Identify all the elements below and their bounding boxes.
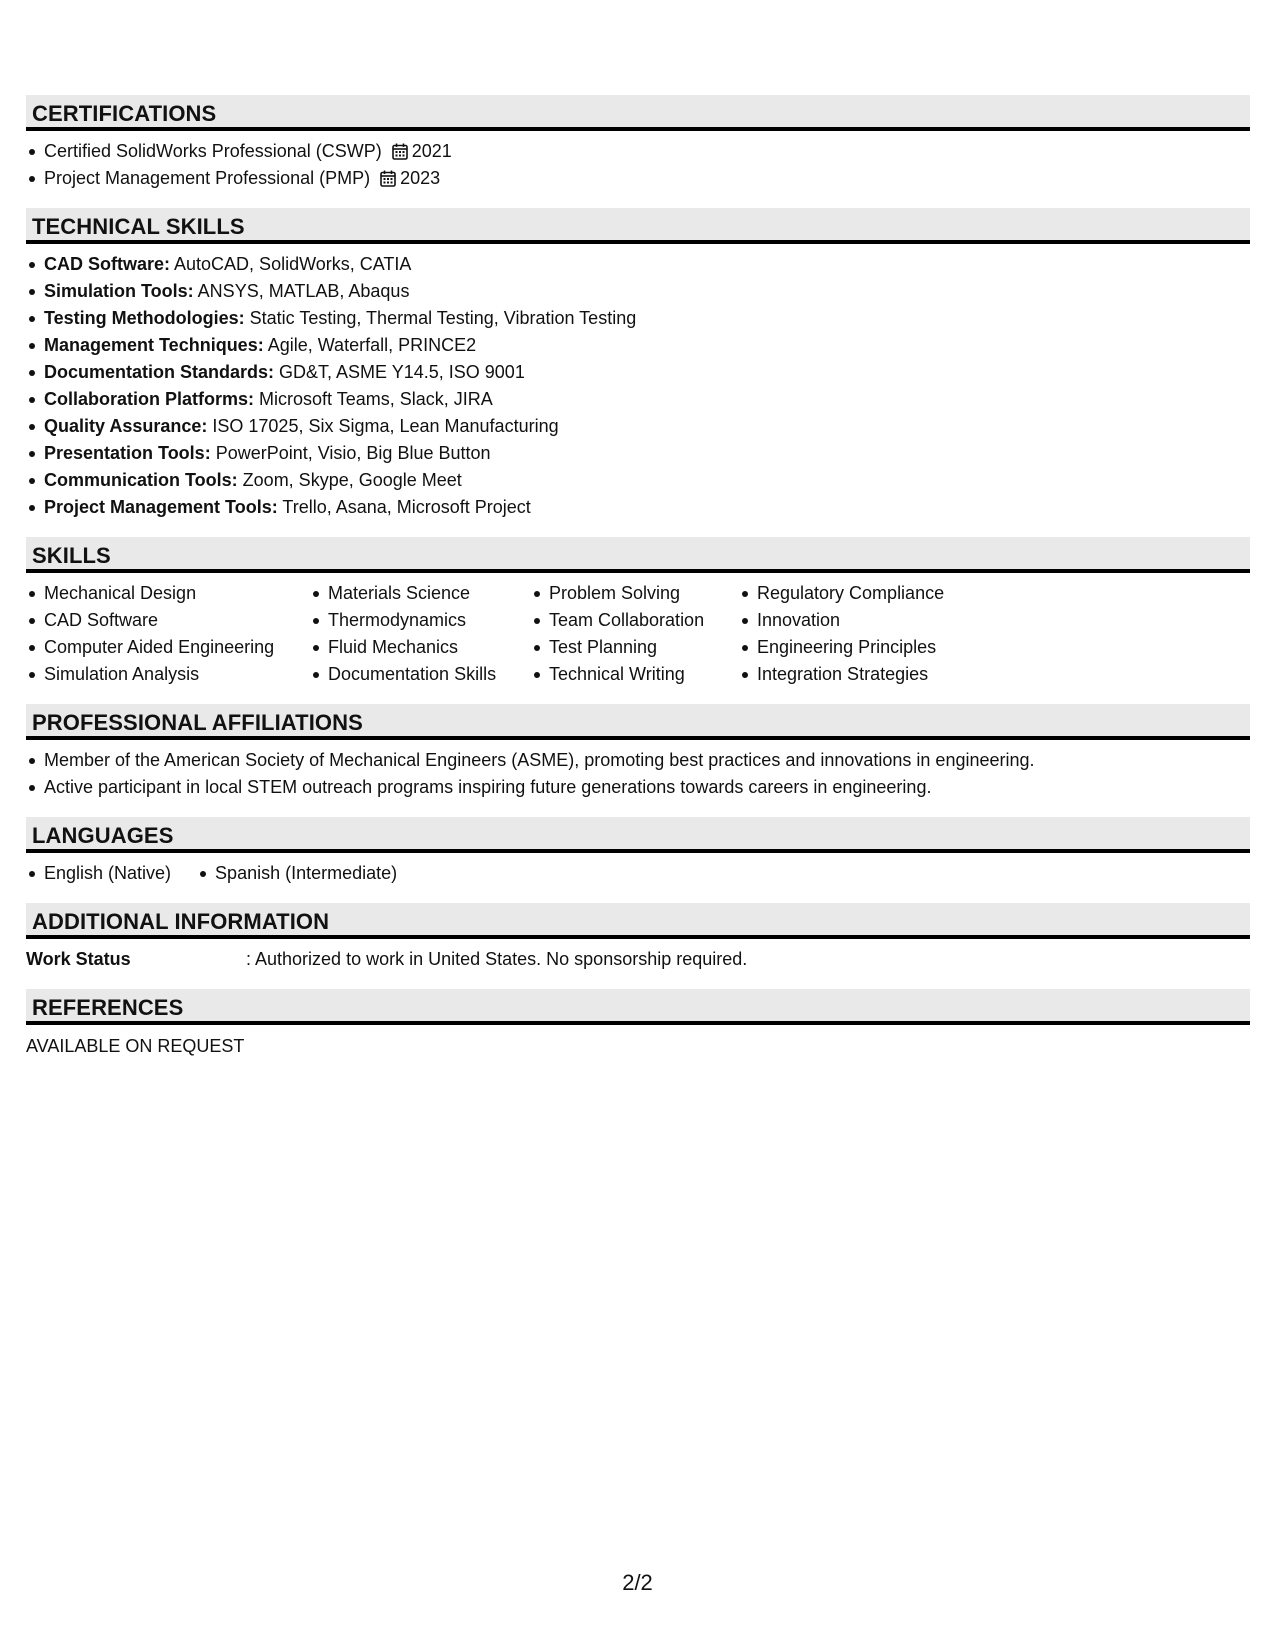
section-title: SKILLS xyxy=(32,543,111,568)
skill-values: GD&T, ASME Y14.5, ISO 9001 xyxy=(274,362,525,382)
skill-category: Simulation Tools: xyxy=(44,281,194,301)
skill-item: Team Collaboration xyxy=(531,607,739,634)
work-status-label: Work Status xyxy=(26,949,131,969)
technical-skill-item xyxy=(26,386,1250,413)
skill-category: Presentation Tools: xyxy=(44,443,211,463)
section-header xyxy=(26,208,1250,244)
certification-item xyxy=(26,165,1250,192)
language-item: English (Native) xyxy=(26,860,171,887)
skill-category: Documentation Standards: xyxy=(44,362,275,382)
skill-item: Thermodynamics xyxy=(310,607,531,634)
skill-values: ANSYS, MATLAB, Abaqus xyxy=(193,281,410,301)
skill-category: Communication Tools: xyxy=(44,470,238,490)
section-header xyxy=(26,537,1250,573)
section-title: REFERENCES xyxy=(32,995,184,1020)
resume-page xyxy=(26,95,1250,1060)
skill-values: AutoCAD, SolidWorks, CATIA xyxy=(170,254,412,274)
skill-values: Static Testing, Thermal Testing, Vibration Testing xyxy=(244,308,637,328)
affiliations-list xyxy=(26,747,1250,801)
skill-item: Technical Writing xyxy=(531,661,739,688)
technical-skill-item xyxy=(26,467,1250,494)
skills-column xyxy=(531,580,739,688)
additional-info-section xyxy=(26,903,1250,973)
skill-category: CAD Software: xyxy=(44,254,171,274)
skill-values: PowerPoint, Visio, Big Blue Button xyxy=(210,443,491,463)
languages-list xyxy=(26,860,1250,887)
skill-values: Microsoft Teams, Slack, JIRA xyxy=(254,389,493,409)
affiliation-item: Active participant in local STEM outreach programs inspiring future generations towards careers in engineering. xyxy=(26,774,1250,801)
skill-item: Test Planning xyxy=(531,634,739,661)
section-header xyxy=(26,817,1250,853)
skill-item: Documentation Skills xyxy=(310,661,531,688)
work-status-row xyxy=(26,939,1250,973)
certification-name: Project Management Professional (PMP) xyxy=(44,168,371,188)
skills-section xyxy=(26,537,1250,688)
skill-item: Regulatory Compliance xyxy=(739,580,999,607)
section-title: CERTIFICATIONS xyxy=(32,101,217,126)
section-header xyxy=(26,95,1250,131)
skill-values: Agile, Waterfall, PRINCE2 xyxy=(263,335,477,355)
technical-skill-item xyxy=(26,359,1250,386)
section-header xyxy=(26,704,1250,740)
section-title: ADDITIONAL INFORMATION xyxy=(32,909,330,934)
section-title: TECHNICAL SKILLS xyxy=(32,214,245,239)
skill-item: Mechanical Design xyxy=(26,580,310,607)
certifications-list xyxy=(26,138,1250,192)
affiliation-item: Member of the American Society of Mechanical Engineers (ASME), promoting best practices and innovations in engineering. xyxy=(26,747,1250,774)
certification-item xyxy=(26,138,1250,165)
calendar-icon xyxy=(380,170,396,187)
skills-column xyxy=(310,580,531,688)
section-title: LANGUAGES xyxy=(32,823,174,848)
certification-year: 2021 xyxy=(411,141,452,161)
certification-year: 2023 xyxy=(400,168,441,188)
skill-values: ISO 17025, Six Sigma, Lean Manufacturing xyxy=(207,416,559,436)
section-header xyxy=(26,903,1250,939)
skills-grid xyxy=(26,573,1250,688)
references-section xyxy=(26,989,1250,1060)
skill-category: Collaboration Platforms: xyxy=(44,389,255,409)
technical-skill-item xyxy=(26,413,1250,440)
technical-skill-item xyxy=(26,440,1250,467)
skill-item: Simulation Analysis xyxy=(26,661,310,688)
affiliations-section xyxy=(26,704,1250,801)
page-number: 2/2 xyxy=(622,1570,653,1595)
skill-values: Zoom, Skype, Google Meet xyxy=(237,470,462,490)
skill-values: Trello, Asana, Microsoft Project xyxy=(277,497,531,517)
skill-category: Project Management Tools: xyxy=(44,497,278,517)
skills-column xyxy=(26,580,310,688)
skill-item: CAD Software xyxy=(26,607,310,634)
work-status-value: : Authorized to work in United States. No sponsorship required. xyxy=(246,949,748,969)
technical-skills-list xyxy=(26,251,1250,521)
technical-skills-section xyxy=(26,208,1250,521)
skill-item: Integration Strategies xyxy=(739,661,999,688)
skill-item: Innovation xyxy=(739,607,999,634)
languages-section xyxy=(26,817,1250,887)
technical-skill-item xyxy=(26,305,1250,332)
technical-skill-item xyxy=(26,332,1250,359)
calendar-icon xyxy=(392,143,408,160)
skill-category: Testing Methodologies: xyxy=(44,308,245,328)
technical-skill-item xyxy=(26,251,1250,278)
skills-column xyxy=(739,580,999,688)
skill-item: Fluid Mechanics xyxy=(310,634,531,661)
skill-item: Materials Science xyxy=(310,580,531,607)
technical-skill-item xyxy=(26,494,1250,521)
technical-skill-item xyxy=(26,278,1250,305)
skill-category: Quality Assurance: xyxy=(44,416,208,436)
section-header xyxy=(26,989,1250,1025)
language-item: Spanish (Intermediate) xyxy=(197,860,397,887)
skill-item: Problem Solving xyxy=(531,580,739,607)
references-text: AVAILABLE ON REQUEST xyxy=(26,1036,245,1056)
skill-item: Computer Aided Engineering xyxy=(26,634,310,661)
skill-item: Engineering Principles xyxy=(739,634,999,661)
skill-category: Management Techniques: xyxy=(44,335,264,355)
certifications-section xyxy=(26,95,1250,192)
certification-name: Certified SolidWorks Professional (CSWP) xyxy=(44,141,382,161)
section-title: PROFESSIONAL AFFILIATIONS xyxy=(32,710,363,735)
